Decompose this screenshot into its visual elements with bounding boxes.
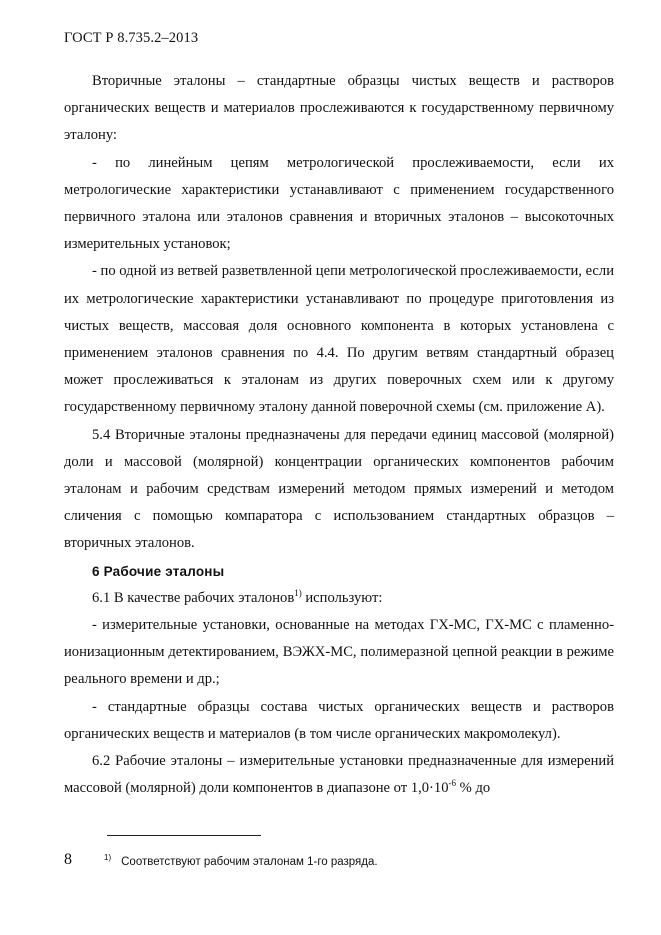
footnote-reference: 1) — [294, 587, 302, 598]
footnote-divider — [107, 835, 261, 836]
list-item: - измерительные установки, основанные на методах ГХ-МС, ГХ-МС с пламенно-ионизационным детектированием, ВЭЖХ-МС, полимеразной цепной реакции в режиме реального времени и др.; — [64, 617, 614, 688]
paragraph: 5.4 Вторичные эталоны предназначены для передачи единиц массовой (молярной) доли и массовой (молярной) концентрации органических компонентов рабочим эталонам и рабочим средствам измерений методом прямых измерений и методом сличения с помощью компаратора с использованием стандартных образцов – вторичных эталонов. — [64, 426, 614, 552]
page-number: 8 — [64, 851, 72, 868]
paragraph: - по одной из ветвей разветвленной цепи метрологической прослеживаемости, если их метрологические характеристики устанавливают по процедуре приготовления из чистых веществ, массовая доля основного компонента в которых установлена с применением эталонов сравнения по 4.4. По другим ветвям стандартный образец может прослеживаться к эталонам из других поверочных схем или к другому государственному первичному эталону данной поверочной схемы (см. приложение А). — [64, 263, 614, 416]
section-heading: 6 Рабочие эталоны — [92, 563, 225, 579]
paragraph-6-1 — [64, 585, 614, 612]
exponent: -6 — [448, 778, 457, 789]
paragraph-6-2-text: 6.2 Рабочие эталоны – измерительные установки предназначенные для измерений массовой (молярной) доли компонентов в диапазоне от 1,0·10 — [64, 753, 614, 797]
footnote-marker: 1) — [104, 853, 112, 862]
paragraph-6-2-suffix: % до — [456, 780, 491, 797]
paragraph-6-1-text: 6.1 В качестве рабочих эталонов — [92, 589, 295, 606]
document-header: ГОСТ Р 8.735.2–2013 — [64, 30, 199, 46]
paragraph: Вторичные эталоны – стандартные образцы чистых веществ и растворов органических веществ и материалов прослеживаются к государственному первичному эталону: — [64, 73, 614, 144]
paragraph: - по линейным цепям метрологической прослеживаемости, если их метрологические характеристики устанавливают с применением государственного первичного эталона или эталонов сравнения и вторичных эталонов – высокоточных измерительных установок; — [64, 154, 614, 253]
paragraph-6-2 — [64, 748, 614, 802]
footnote-text: Соответствуют рабочим эталонам 1-го разряда. — [121, 856, 378, 868]
paragraph-6-1-suffix: используют: — [301, 589, 383, 606]
document-body — [64, 68, 614, 802]
footnote — [104, 853, 378, 868]
list-item: - стандартные образцы состава чистых органических веществ и растворов органических веществ и материалов (в том числе органических макромолекул). — [64, 698, 614, 742]
